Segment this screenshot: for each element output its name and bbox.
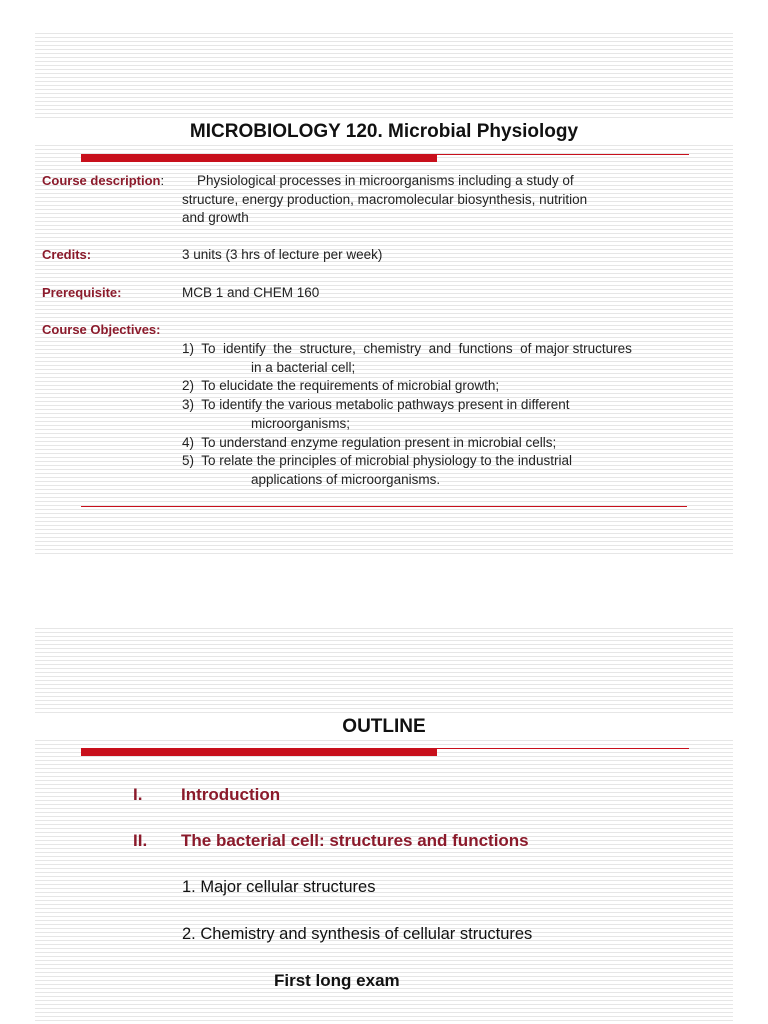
slide-course-info	[35, 33, 733, 556]
objective-item: 3) To identify the various metabolic pathways present in different microorganisms;	[182, 397, 570, 431]
first-long-exam: First long exam	[274, 971, 400, 990]
title-underline-thin	[437, 748, 689, 749]
outline-number-1: I.	[133, 785, 143, 804]
objective-item: 2) To elucidate the requirements of microbial growth;	[182, 378, 500, 394]
outline-subitem: 1. Major cellular structures	[182, 878, 376, 896]
outline-number-2: II.	[133, 831, 148, 850]
prerequisite-label: Prerequisite:	[42, 285, 122, 300]
slide-title: OUTLINE	[35, 716, 733, 738]
title-underline-thick	[81, 154, 437, 162]
course-description-line-3: and growth	[182, 210, 249, 225]
course-description-line-2: structure, energy production, macromolecular biosynthesis, nutrition	[182, 192, 588, 207]
course-description-line-1: Physiological processes in microorganisms including a study of	[197, 173, 574, 188]
prerequisite-value: MCB 1 and CHEM 160	[182, 285, 320, 300]
slide-outline	[35, 628, 733, 1024]
course-objectives-label: Course Objectives:	[42, 322, 161, 337]
outline-subitem: 2. Chemistry and synthesis of cellular structures	[182, 925, 533, 943]
objective-item: 4) To understand enzyme regulation present in microbial cells;	[182, 434, 557, 450]
title-underline-thin	[437, 154, 689, 155]
objectives-list	[182, 340, 712, 490]
title-underline-thick	[81, 748, 437, 756]
objective-item: 1) To identify the structure, chemistry and functions of major structures in a bacterial cell;	[182, 341, 632, 375]
objective-item: 5) To relate the principles of microbial physiology to the industrial applications of microorganisms.	[182, 453, 572, 487]
slide-bottom-rule	[81, 506, 687, 507]
credits-label: Credits:	[42, 247, 92, 262]
outline-heading-bacterial-cell: The bacterial cell: structures and functions	[181, 831, 529, 850]
credits-value: 3 units (3 hrs of lecture per week)	[182, 247, 383, 262]
course-description-label: Course description:	[42, 173, 165, 188]
slide-title: MICROBIOLOGY 120. Microbial Physiology	[35, 121, 733, 143]
outline-heading-introduction: Introduction	[181, 785, 281, 804]
